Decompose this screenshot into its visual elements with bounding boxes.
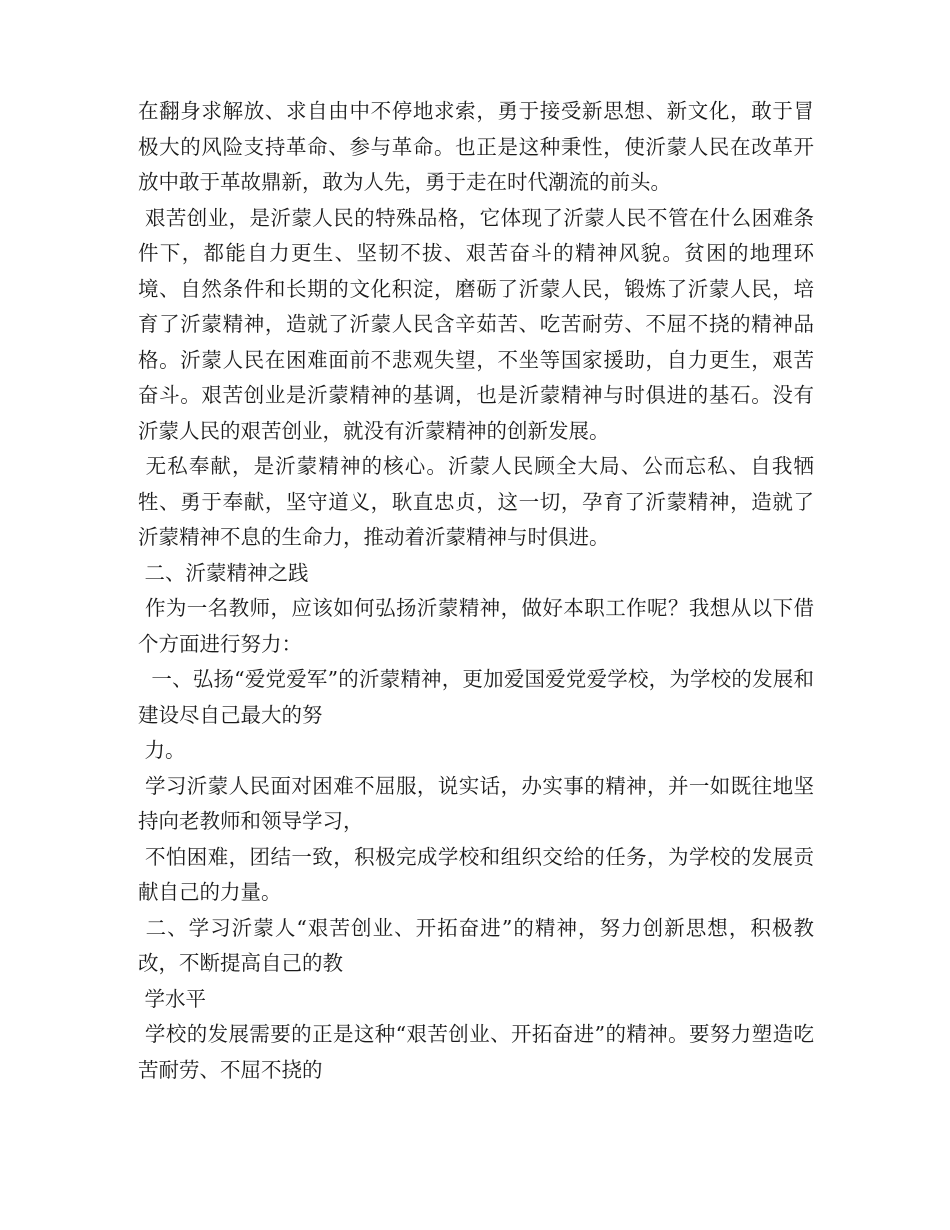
paragraph-7: 力。 bbox=[138, 738, 186, 762]
paragraph-12: 学校的发展需要的正是这种“艰苦创业、开拓奋进”的精神。要努力塑造吃苦耐劳、不屈不挠的 bbox=[138, 1022, 814, 1082]
paragraph-3: 无私奉献，是沂蒙精神的核心。沂蒙人民顾全大局、公而忘私、自我牺牲、勇于奉献，坚守道义，耿直忠贞，这一切，孕育了沂蒙精神，造就了沂蒙精神不息的生命力，推动着沂蒙精神与时俱进。 bbox=[138, 454, 814, 549]
paragraph-10: 二、学习沂蒙人“艰苦创业、开拓奋进”的精神，努力创新思想，积极教改，不断提高自己的教 bbox=[138, 915, 814, 975]
section-heading: 二、沂蒙精神之践 bbox=[138, 560, 309, 585]
paragraph-11: 学水平 bbox=[138, 986, 207, 1011]
document-body bbox=[138, 94, 814, 1088]
paragraph-2: 艰苦创业，是沂蒙人民的特殊品格，它体现了沂蒙人民不管在什么困难条件下，都能自力更生、坚韧不拔、艰苦奋斗的精神风貌。贫困的地理环境、自然条件和长期的文化积淀，磨砺了沂蒙人民，锻炼了沂蒙人民，培育了沂蒙精神，造就了沂蒙人民含辛茹苦、吃苦耐劳、不屈不挠的精神品格。沂蒙人民在困难面前不悲观失望，不坐等国家援助，自力更生，艰苦奋斗。艰苦创业是沂蒙精神的基调，也是沂蒙精神与时俱进的基石。没有沂蒙人民的艰苦创业，就没有沂蒙精神的创新发展。 bbox=[138, 205, 814, 443]
paragraph-8: 学习沂蒙人民面对困难不屈服，说实话，办实事的精神，并一如既往地坚持向老教师和领导学习， bbox=[138, 773, 814, 833]
paragraph-1: 在翻身求解放、求自由中不停地求索，勇于接受新思想、新文化，敢于冒极大的风险支持革命、参与革命。也正是这种秉性，使沂蒙人民在改革开放中敢于革故鼎新，敢为人先，勇于走在时代潮流的前头。 bbox=[138, 99, 814, 194]
paragraph-6: 一、弘扬“爱党爱军”的沂蒙精神，更加爱国爱党爱学校，为学校的发展和建设尽自己最大的努 bbox=[138, 667, 814, 727]
paragraph-9: 不怕困难，团结一致，积极完成学校和组织交给的任务，为学校的发展贡献自己的力量。 bbox=[138, 844, 814, 904]
paragraph-5: 作为一名教师，应该如何弘扬沂蒙精神，做好本职工作呢？我想从以下借个方面进行努力： bbox=[138, 596, 814, 656]
